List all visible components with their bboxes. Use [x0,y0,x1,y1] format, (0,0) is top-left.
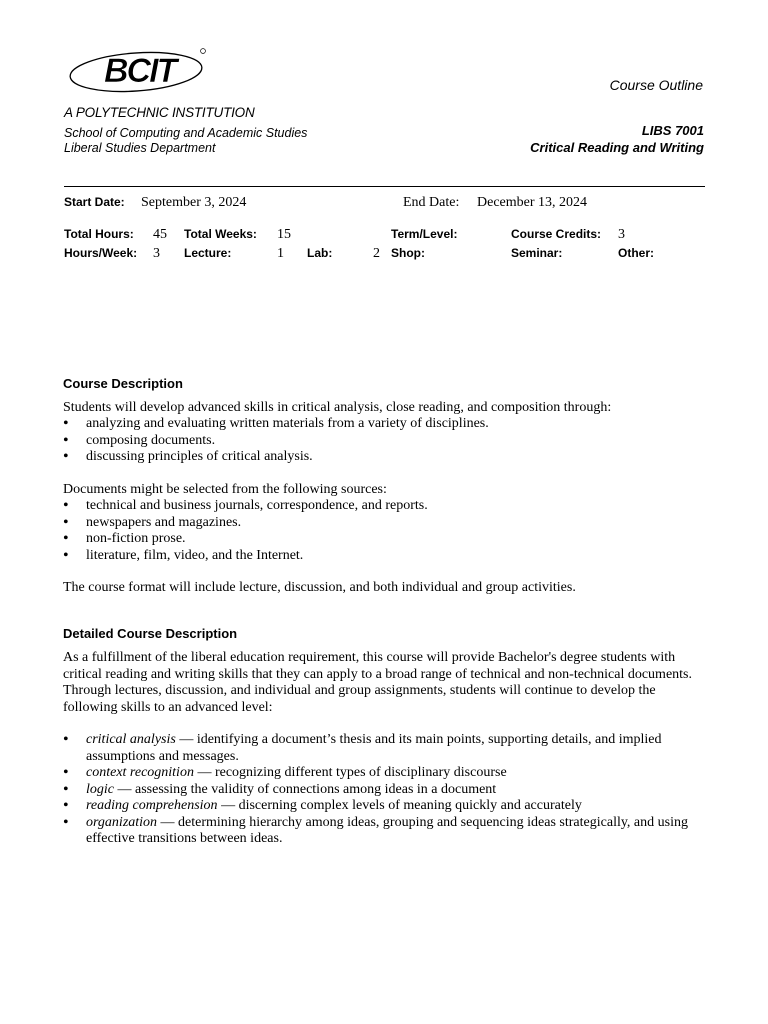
sources-intro: Documents might be selected from the following sources: [63,482,387,497]
paragraph-line: Through lectures, discussion, and individual and group assignments, students will continue to develop the [63,683,656,698]
start-date-label: Start Date: [64,195,125,209]
shop-label: Shop: [391,246,425,260]
paragraph-line: As a fulfillment of the liberal education requirement, this course will provide Bachelor's degree students with [63,650,676,665]
total-weeks-value: 15 [277,227,291,242]
list-item: • composing documents. [63,433,703,450]
term-level-label: Term/Level: [391,227,458,241]
skill-description: — identifying a document’s thesis and its main points, supporting details, and implied [175,732,662,747]
school-name: School of Computing and Academic Studies [64,126,308,140]
list-item: • non-fiction prose. [63,531,703,548]
seminar-label: Seminar: [511,246,563,260]
start-date-value: September 3, 2024 [141,195,247,210]
course-description-intro: Students will develop advanced skills in critical analysis, close reading, and composition through: [63,400,612,415]
lab-value: 2 [373,246,380,261]
list-item: • literature, film, video, and the Internet. [63,548,703,565]
end-date-value: December 13, 2024 [477,195,588,210]
skill-term: organization [86,814,158,830]
institution-tagline: A POLYTECHNIC INSTITUTION [64,105,255,120]
skill-term: reading comprehension [86,798,218,813]
skill-term: context recognition [86,765,194,780]
skill-term: logic [86,781,114,797]
detailed-description-heading: Detailed Course Description [63,626,238,641]
skill-description: — assessing the validity of connections among ideas in a document [114,781,497,797]
skill-term: critical analysis [86,732,176,747]
hours-week-value: 3 [153,246,160,261]
skill-description: — discerning complex levels of meaning quickly and accurately [217,798,582,813]
course-code: LIBS 7001 [641,123,704,138]
document-type: Course Outline [609,77,703,93]
skill-description: — determining hierarchy among ideas, grouping and sequencing ideas strategically, and using [157,814,688,830]
course-credits-value: 3 [618,227,625,242]
lab-label: Lab: [307,246,333,260]
skill-description: — recognizing different types of disciplinary discourse [193,765,507,780]
department-name: Liberal Studies Department [64,141,216,155]
sources-list [63,498,703,564]
hours-week-label: Hours/Week: [64,246,138,260]
paragraph-line: critical reading and writing skills that they can apply to a broad range of technical and non-technical documents. [63,666,693,682]
skill-description-continued: assumptions and messages. [86,748,239,764]
skill-item [63,798,703,815]
list-item: • newspapers and magazines. [63,515,703,532]
header-divider [64,186,705,187]
skill-item [63,815,703,848]
bcit-logo [64,44,244,104]
total-weeks-label: Total Weeks: [184,227,257,241]
logo-text: BCIT [104,52,176,90]
skills-list [63,732,703,848]
skill-item [63,732,703,765]
lecture-label: Lecture: [184,246,232,260]
lecture-value: 1 [277,246,284,261]
course-description-list [63,416,703,466]
course-format: The course format will include lecture, discussion, and both individual and group activities. [63,580,576,595]
skill-item [63,782,703,799]
detailed-description-paragraph [63,650,692,716]
skill-item [63,765,703,782]
list-item: • analyzing and evaluating written materials from a variety of disciplines. [63,416,703,433]
other-label: Other: [618,246,654,260]
skill-description-continued: effective transitions between ideas. [86,831,283,846]
paragraph-line: following skills to an advanced level: [63,699,273,715]
end-date-label: End Date: [403,195,460,210]
course-name: Critical Reading and Writing [530,140,704,155]
total-hours-value: 45 [153,227,167,242]
list-item: • technical and business journals, correspondence, and reports. [63,498,703,515]
course-credits-label: Course Credits: [511,227,602,241]
list-item: • discussing principles of critical analysis. [63,449,703,466]
total-hours-label: Total Hours: [64,227,134,241]
course-description-heading: Course Description [63,376,183,391]
